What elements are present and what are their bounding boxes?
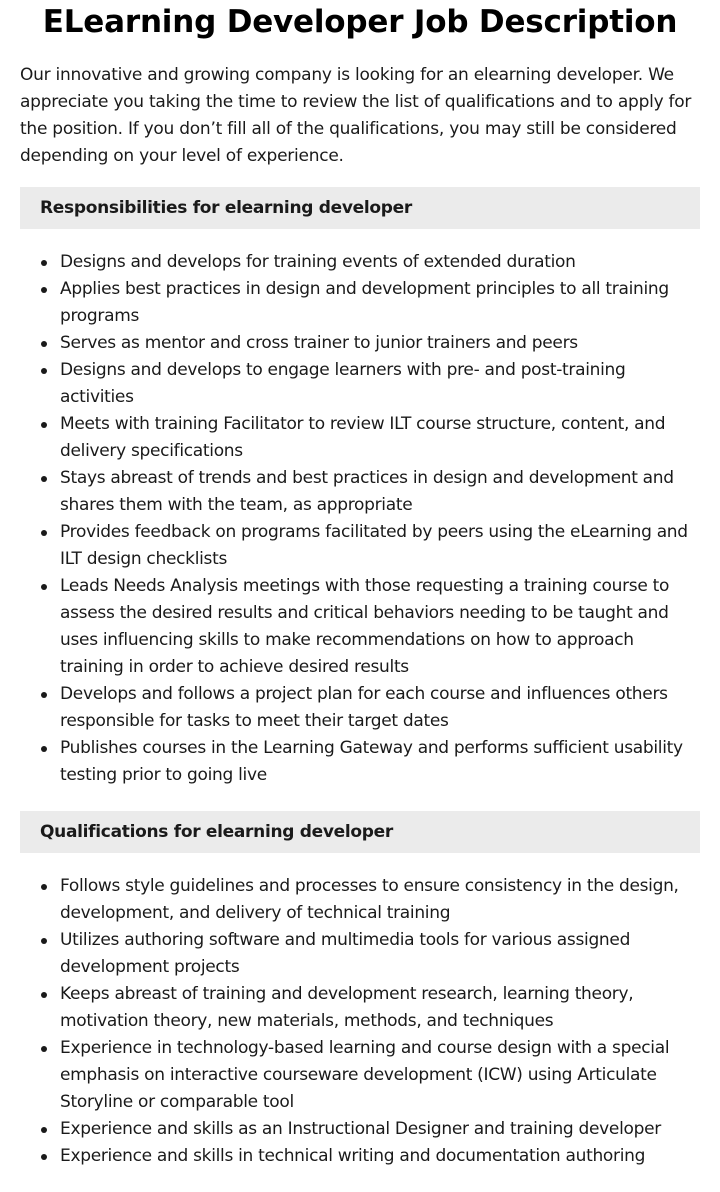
list-item-text: Develops and follows a project plan for each course and influences others responsible for tasks to meet their target dates — [60, 684, 668, 731]
list-item-text: Stays abreast of trends and best practices in design and development and shares them with the team, as appropriate — [60, 468, 674, 515]
list-item-text: Designs and develops to engage learners with pre- and post-training activities — [60, 360, 626, 407]
responsibilities-heading: Responsibilities for elearning developer — [20, 187, 700, 229]
list-item — [60, 681, 700, 735]
bullet-icon — [41, 1127, 47, 1133]
bullet-icon — [41, 692, 47, 698]
list-item-text: Utilizes authoring software and multimedia tools for various assigned development projects — [60, 930, 631, 977]
list-item-text: Designs and develops for training events of extended duration — [60, 252, 576, 272]
list-item — [60, 1035, 700, 1116]
list-item — [60, 519, 700, 573]
list-item — [60, 927, 700, 981]
bullet-icon — [41, 530, 47, 536]
bullet-icon — [41, 1046, 47, 1052]
list-item — [60, 1143, 700, 1170]
intro-paragraph: Our innovative and growing company is looking for an elearning developer. We appreciate you taking the time to review the list of qualifications and to apply for the position. If you don’t fill all of the qualifications, you may still be considered depending on your level of experience. — [20, 65, 692, 166]
list-item — [60, 573, 700, 681]
bullet-icon — [41, 992, 47, 998]
list-item-text: Experience and skills as an Instructional Designer and training developer — [60, 1119, 661, 1139]
list-item-text: Applies best practices in design and development principles to all training programs — [60, 279, 669, 326]
page-title: ELearning Developer Job Description — [42, 4, 678, 40]
bullet-icon — [41, 422, 47, 428]
list-item-text: Serves as mentor and cross trainer to junior trainers and peers — [60, 333, 578, 353]
bullet-icon — [41, 584, 47, 590]
list-item-text: Keeps abreast of training and development research, learning theory, motivation theory, new materials, methods, and techniques — [60, 984, 634, 1031]
list-item — [60, 981, 700, 1035]
bullet-icon — [41, 368, 47, 374]
list-item-text: Experience in technology-based learning and course design with a special emphasis on interactive courseware development (ICW) using Articulate Storyline or comparable tool — [60, 1038, 670, 1112]
bullet-icon — [41, 341, 47, 347]
list-item-text: Provides feedback on programs facilitated by peers using the eLearning and ILT design checklists — [60, 522, 688, 569]
list-item-text: Experience and skills in technical writing and documentation authoring — [60, 1146, 646, 1166]
list-item-text: Follows style guidelines and processes to ensure consistency in the design, development, and delivery of technical training — [60, 876, 679, 923]
list-item — [60, 411, 700, 465]
bullet-icon — [41, 287, 47, 293]
list-item — [60, 873, 700, 927]
list-item-text: Meets with training Facilitator to review ILT course structure, content, and delivery specifications — [60, 414, 666, 461]
bullet-icon — [41, 938, 47, 944]
list-item — [60, 357, 700, 411]
list-item-text: Publishes courses in the Learning Gateway and performs sufficient usability testing prior to going live — [60, 738, 683, 785]
list-item — [60, 276, 700, 330]
list-item-text: Leads Needs Analysis meetings with those requesting a training course to assess the desired results and critical behaviors needing to be taught and uses influencing skills to make recommendations on how to approach training in order to achieve desired results — [60, 576, 670, 677]
list-item — [60, 330, 700, 357]
bullet-icon — [41, 746, 47, 752]
list-item — [60, 465, 700, 519]
qualifications-heading: Qualifications for elearning developer — [20, 811, 700, 853]
bullet-icon — [41, 476, 47, 482]
list-item — [60, 735, 700, 789]
bullet-icon — [41, 260, 47, 266]
bullet-icon — [41, 1154, 47, 1160]
responsibilities-list — [20, 249, 700, 789]
list-item — [60, 249, 700, 276]
bullet-icon — [41, 884, 47, 890]
section-spacer — [20, 789, 700, 794]
qualifications-list — [20, 873, 700, 1170]
list-item — [60, 1116, 700, 1143]
